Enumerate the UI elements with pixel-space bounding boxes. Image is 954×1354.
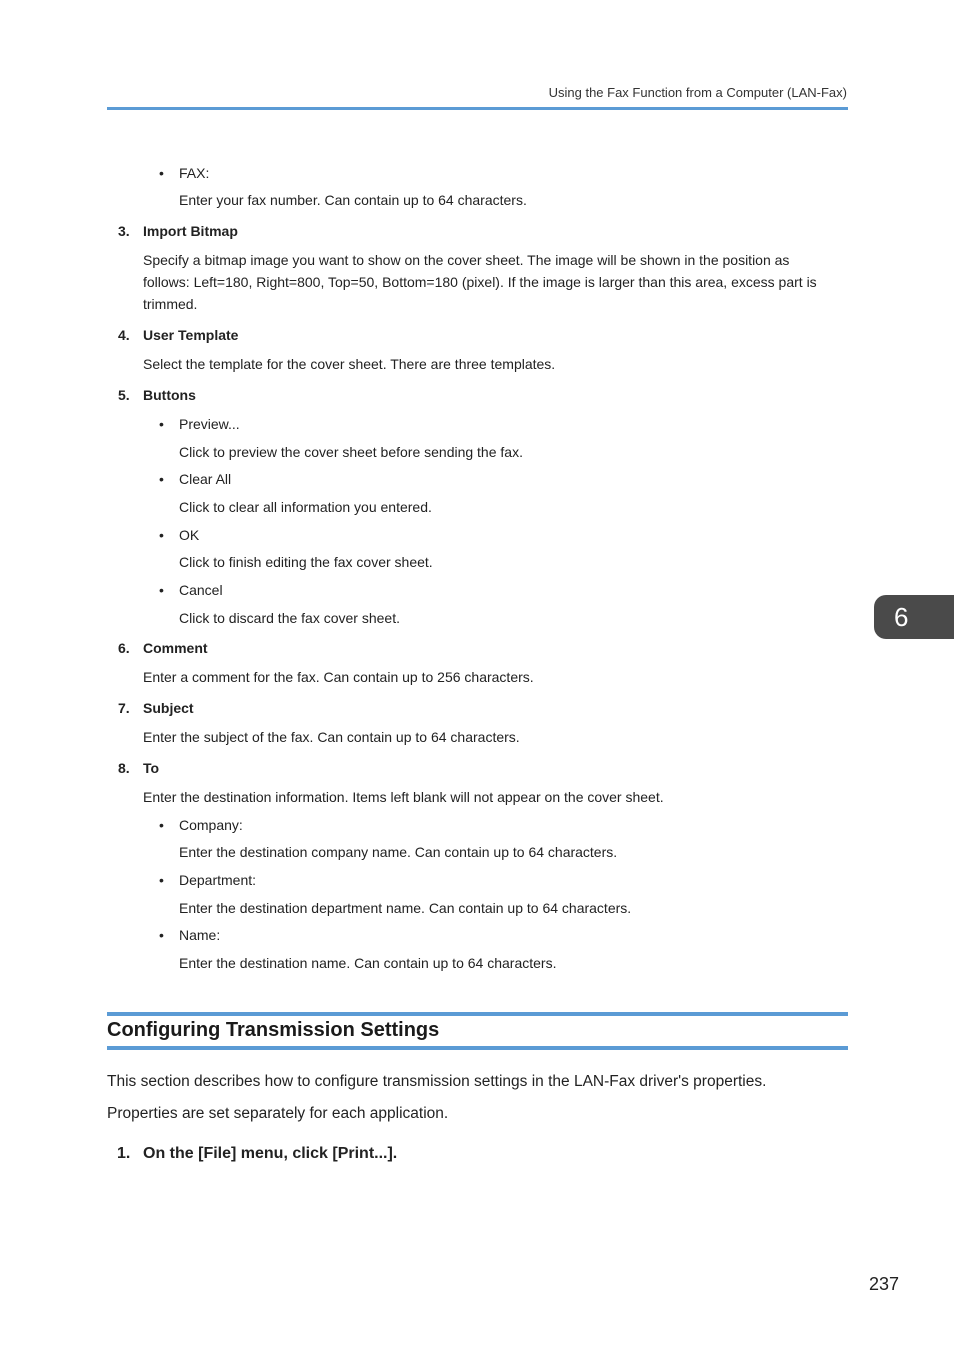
header-rule (107, 107, 848, 110)
bullet-desc-ok: Click to finish editing the fax cover sheet. (179, 554, 433, 570)
item-title-to: To (143, 760, 160, 776)
item-number: 7. (118, 700, 130, 716)
bullet-label-clear-all: Clear All (179, 471, 232, 487)
item-desc-line: follows: Left=180, Right=800, Top=50, Bottom=180 (pixel). If the image is larger than this area, excess part is (143, 274, 817, 290)
item-number: 5. (118, 387, 130, 403)
item-title-import-bitmap: Import Bitmap (143, 223, 238, 239)
bullet-glyph: • (159, 471, 164, 487)
bullet-glyph: • (159, 165, 164, 181)
section-paragraph: This section describes how to configure transmission settings in the LAN-Fax driver's properties. (107, 1073, 767, 1090)
chapter-tab: 6 (874, 595, 954, 639)
item-number: 6. (118, 640, 130, 656)
bullet-label-company: Company: (179, 817, 243, 833)
bullet-label-fax: FAX: (179, 165, 210, 181)
bullet-glyph: • (159, 872, 164, 888)
bullet-desc-name: Enter the destination name. Can contain up to 64 characters. (179, 955, 557, 971)
item-title-subject: Subject (143, 700, 194, 716)
bullet-label-department: Department: (179, 872, 257, 888)
bullet-glyph: • (159, 927, 164, 943)
item-desc-line: Enter the destination information. Items left blank will not appear on the cover sheet. (143, 789, 664, 805)
item-title-comment: Comment (143, 640, 208, 656)
bullet-label-name: Name: (179, 927, 221, 943)
item-desc-line: Enter the subject of the fax. Can contain up to 64 characters. (143, 729, 520, 745)
running-header: Using the Fax Function from a Computer (LAN-Fax) (548, 85, 847, 100)
page-number: 237 (868, 1274, 899, 1294)
bullet-desc-fax: Enter your fax number. Can contain up to 64 characters. (179, 192, 527, 208)
section-rule-bottom (107, 1046, 848, 1050)
section-title: Configuring Transmission Settings (107, 1019, 440, 1041)
bullet-label-cancel: Cancel (179, 582, 223, 598)
step-text: On the [File] menu, click [Print...]. (143, 1145, 398, 1162)
item-desc-line: trimmed. (143, 296, 198, 312)
item-desc-line: Select the template for the cover sheet. There are three templates. (143, 356, 556, 372)
bullet-glyph: • (159, 817, 164, 833)
step-number: 1. (117, 1145, 131, 1162)
item-desc-line: Specify a bitmap image you want to show on the cover sheet. The image will be shown in the position as (143, 252, 790, 268)
item-number: 3. (118, 223, 130, 239)
bullet-glyph: • (159, 416, 164, 432)
bullet-label-preview: Preview... (179, 416, 240, 432)
bullet-glyph: • (159, 582, 164, 598)
bullet-desc-cancel: Click to discard the fax cover sheet. (179, 610, 400, 626)
item-number: 8. (118, 760, 130, 776)
item-title-user-template: User Template (143, 327, 239, 343)
item-desc-line: Enter a comment for the fax. Can contain up to 256 characters. (143, 669, 534, 685)
bullet-desc-company: Enter the destination company name. Can contain up to 64 characters. (179, 844, 618, 860)
item-title-buttons: Buttons (143, 387, 196, 403)
bullet-label-ok: OK (179, 527, 200, 543)
bullet-desc-preview: Click to preview the cover sheet before sending the fax. (179, 444, 523, 460)
section-paragraph: Properties are set separately for each application. (107, 1105, 449, 1122)
bullet-desc-clear-all: Click to clear all information you entered. (179, 499, 432, 515)
bullet-glyph: • (159, 527, 164, 543)
bullet-desc-department: Enter the destination department name. Can contain up to 64 characters. (179, 900, 632, 916)
item-number: 4. (118, 327, 130, 343)
